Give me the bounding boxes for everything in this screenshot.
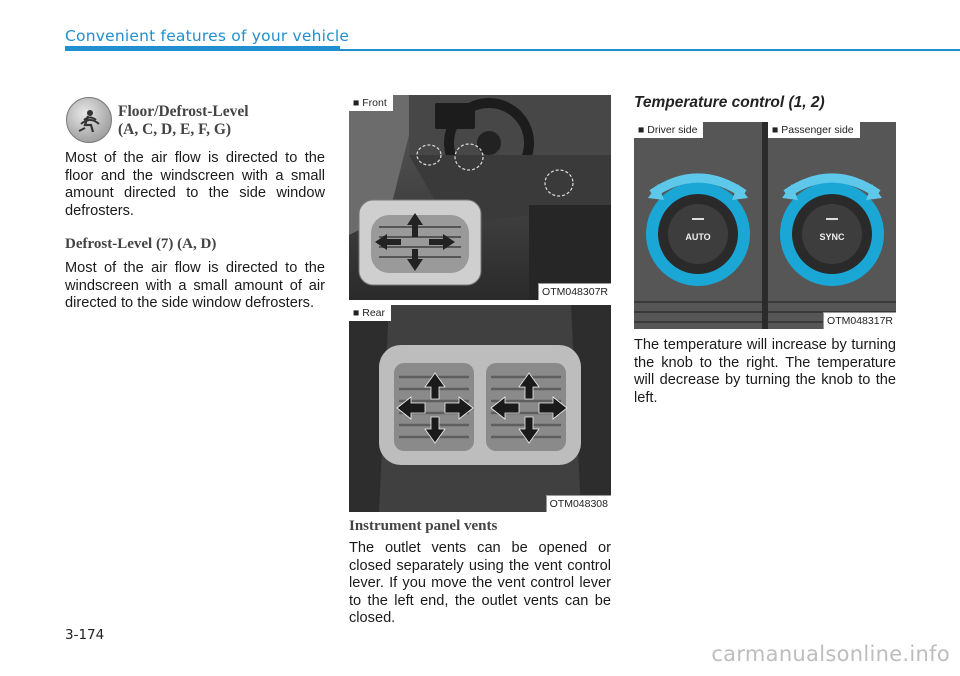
header-rule-thick <box>65 46 340 51</box>
auto-knob-label: AUTO <box>685 232 711 242</box>
instrument-vents-body: The outlet vents can be opened or closed separately using the vent control lever. If you move the vent control lever to the left end, the outlet vents can be closed. <box>349 540 611 627</box>
temperature-knobs-illustration <box>634 122 896 329</box>
sync-knob-label: SYNC <box>819 232 845 242</box>
page-number: 3-174 <box>65 627 105 643</box>
front-vents-image <box>349 95 611 300</box>
rear-image-code: OTM048308 <box>546 495 611 512</box>
site-watermark: carmanualsonline.info <box>711 642 950 666</box>
front-label: ■ Front <box>349 95 393 111</box>
front-dashboard-illustration <box>349 95 611 300</box>
instrument-vents-heading: Instrument panel vents <box>349 518 498 534</box>
temperature-control-heading: Temperature control (1, 2) <box>634 94 825 111</box>
temperature-knobs-image <box>634 122 896 329</box>
knobs-image-code: OTM048317R <box>823 312 896 329</box>
mode1-body: Most of the air flow is directed to the floor and the windscreen with a small amount directed to the side window defrosters. <box>65 150 325 219</box>
rear-label: ■ Rear <box>349 305 391 321</box>
mode2-body: Most of the air flow is directed to the windscreen with a small amount of air directed to the side window defrosters. <box>65 260 325 312</box>
floor-defrost-mode-icon <box>66 97 112 143</box>
rear-vents-image <box>349 305 611 512</box>
passenger-side-label: ■ Passenger side <box>768 122 860 138</box>
mode1-heading <box>118 103 249 139</box>
header-rule-thin <box>340 49 960 51</box>
front-image-code: OTM048307R <box>538 283 611 300</box>
mode1-heading-line1: Floor/Defrost-Level <box>118 103 249 120</box>
temperature-control-body: The temperature will increase by turning the knob to the right. The temperature will decrease by turning the knob to the left. <box>634 337 896 406</box>
rear-vents-illustration <box>349 305 611 512</box>
section-title: Convenient features of your vehicle <box>65 27 350 45</box>
mode2-heading: Defrost-Level (7) (A, D) <box>65 236 217 252</box>
mode1-heading-line2: (A, C, D, E, F, G) <box>118 121 232 138</box>
driver-side-label: ■ Driver side <box>634 122 703 138</box>
